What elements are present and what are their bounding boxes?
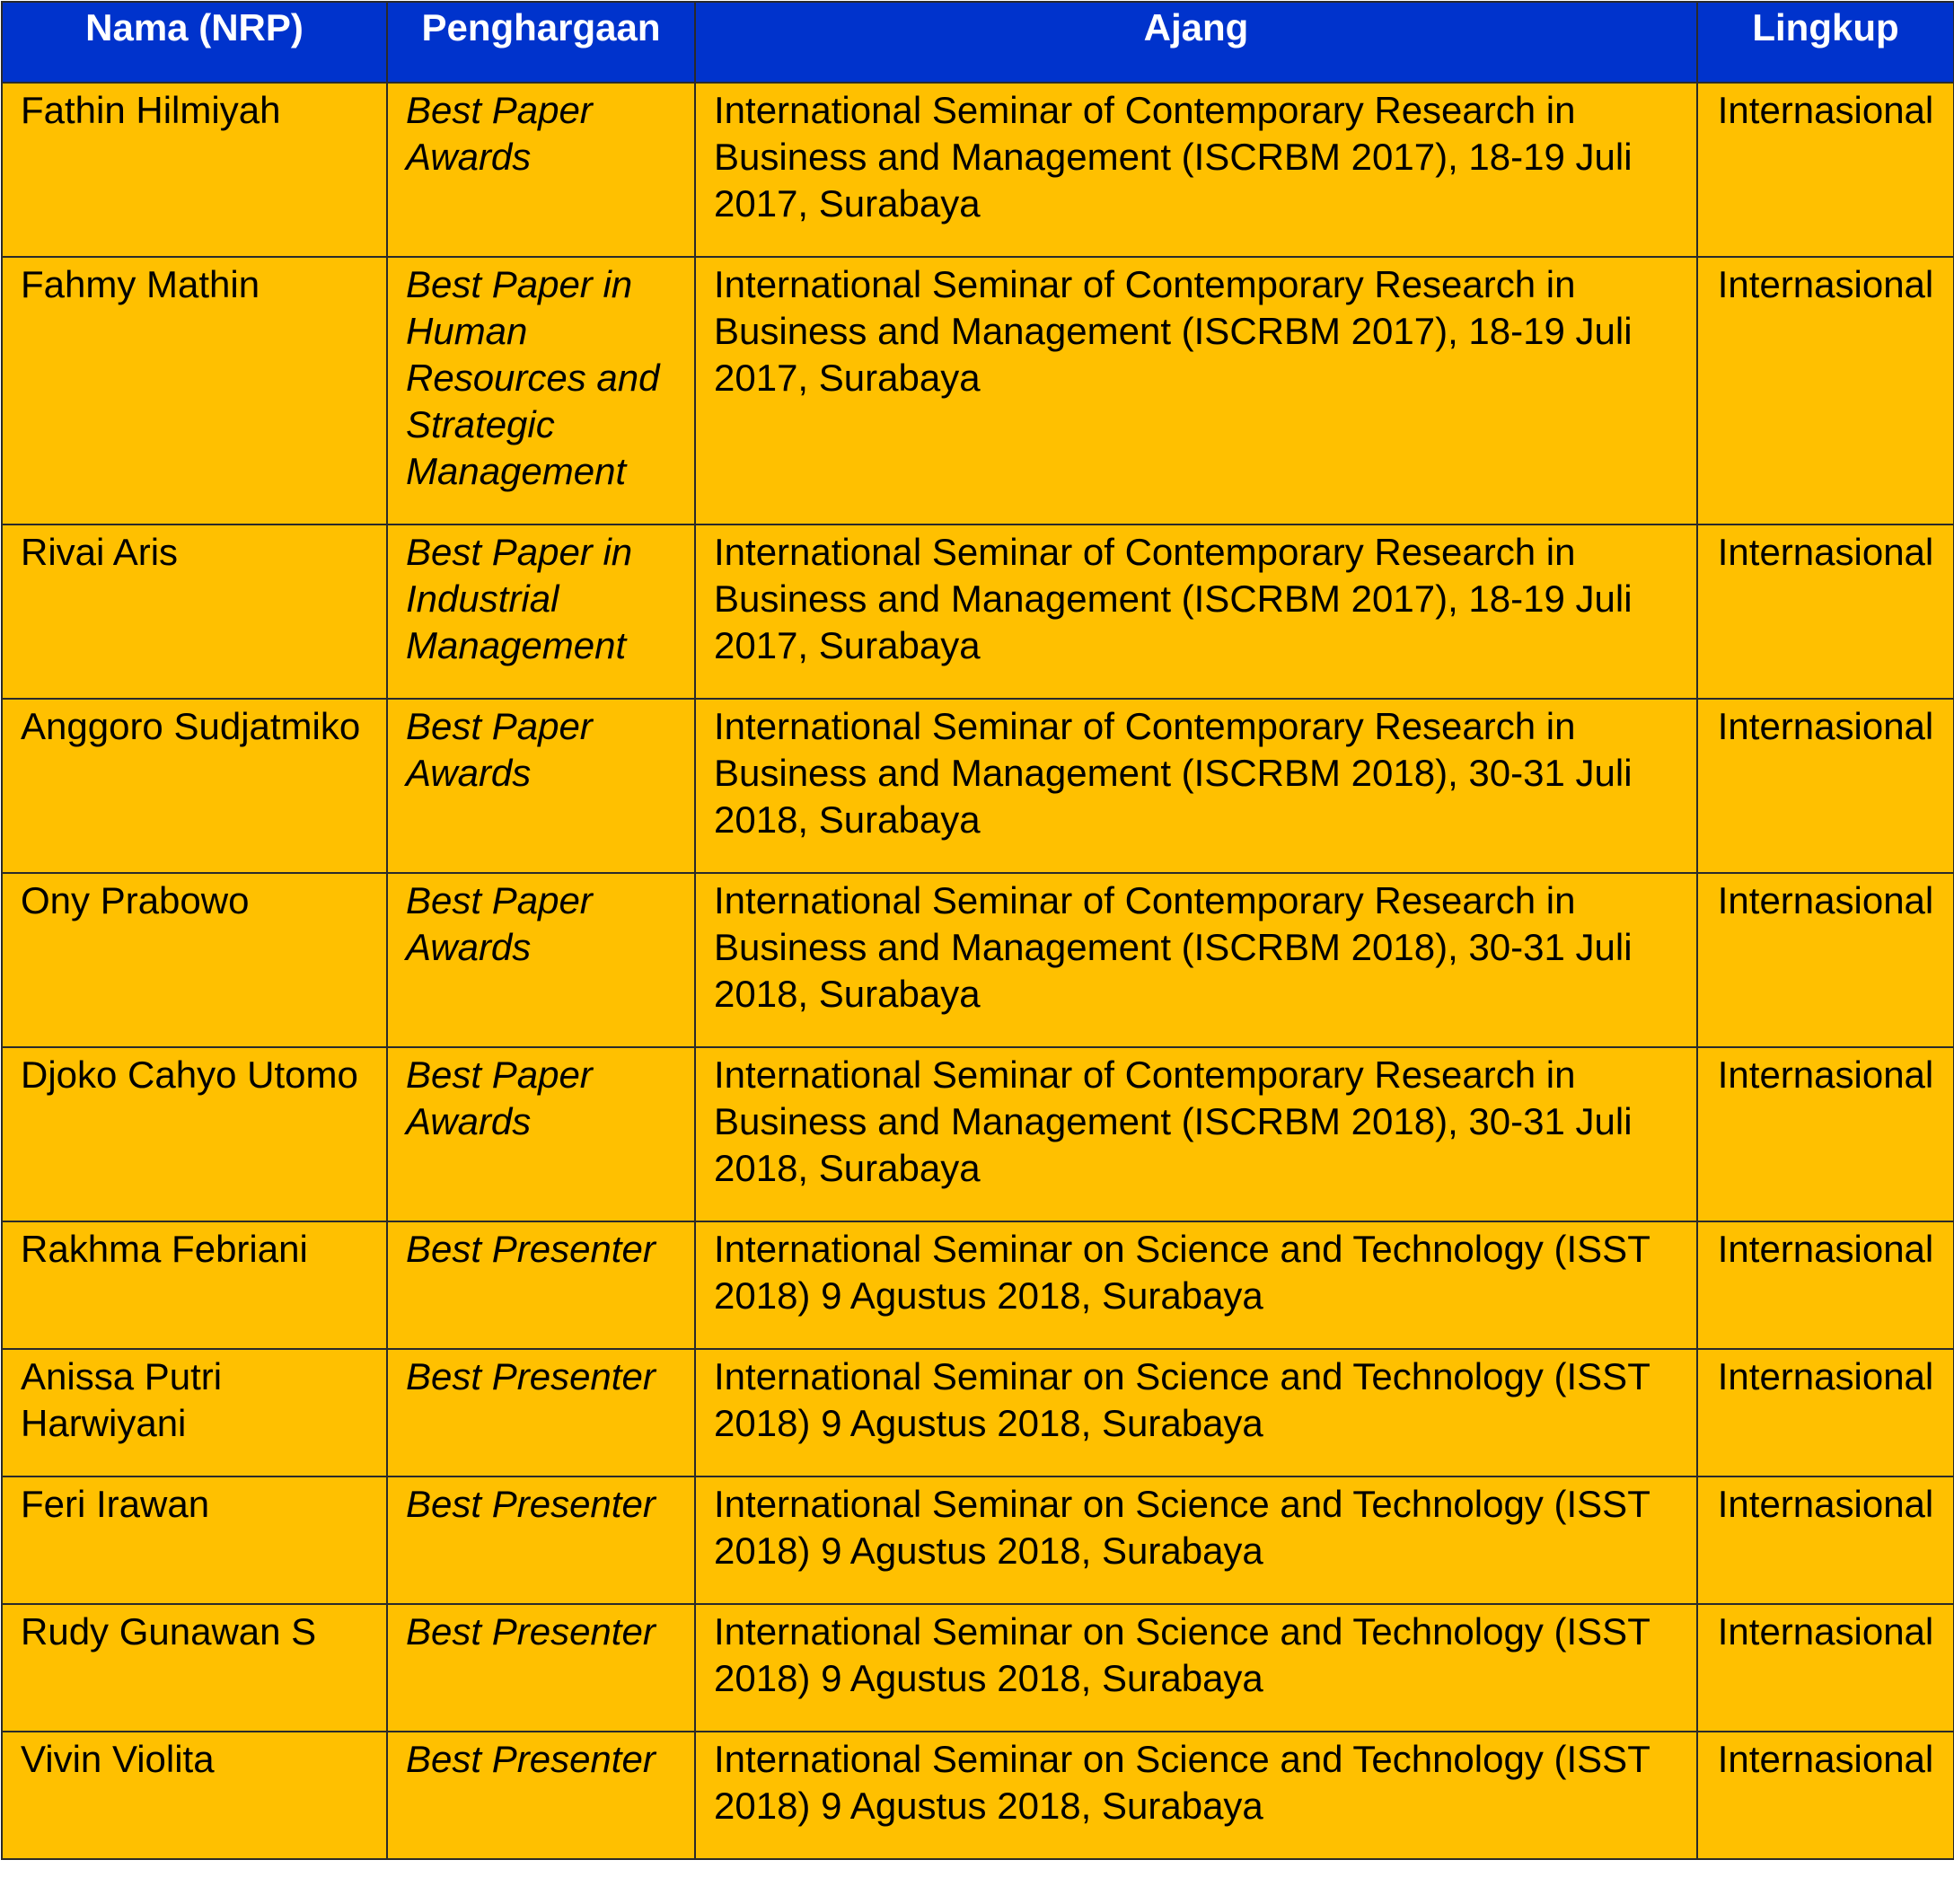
cell-name: Fathin Hilmiyah — [2, 83, 387, 257]
cell-award: Best Paper Awards — [387, 83, 695, 257]
table-row — [2, 524, 1954, 699]
cell-award: Best Paper Awards — [387, 1047, 695, 1221]
cell-award: Best Paper Awards — [387, 699, 695, 873]
table-row — [2, 1476, 1954, 1604]
column-header-event: Ajang — [695, 2, 1697, 83]
cell-scope: Internasional — [1697, 1604, 1954, 1732]
cell-scope: Internasional — [1697, 1732, 1954, 1859]
cell-name: Anissa Putri Harwiyani — [2, 1349, 387, 1476]
table-row — [2, 83, 1954, 257]
cell-name: Rivai Aris — [2, 524, 387, 699]
cell-award: Best Paper in Industrial Management — [387, 524, 695, 699]
cell-name: Vivin Violita — [2, 1732, 387, 1859]
cell-event: International Seminar of Contemporary Research in Business and Management (ISCRBM 2017), 18-19 Juli 2017, Surabaya — [695, 83, 1697, 257]
cell-award: Best Presenter — [387, 1476, 695, 1604]
cell-scope: Internasional — [1697, 699, 1954, 873]
table-row — [2, 699, 1954, 873]
table-row — [2, 1047, 1954, 1221]
header-row — [2, 2, 1954, 83]
cell-name: Fahmy Mathin — [2, 257, 387, 524]
cell-event: International Seminar on Science and Technology (ISST 2018) 9 Agustus 2018, Surabaya — [695, 1604, 1697, 1732]
cell-name: Feri Irawan — [2, 1476, 387, 1604]
cell-scope: Internasional — [1697, 1221, 1954, 1349]
cell-event: International Seminar of Contemporary Research in Business and Management (ISCRBM 2018), 30-31 Juli 2018, Surabaya — [695, 1047, 1697, 1221]
cell-event: International Seminar of Contemporary Research in Business and Management (ISCRBM 2017), 18-19 Juli 2017, Surabaya — [695, 257, 1697, 524]
cell-scope: Internasional — [1697, 524, 1954, 699]
cell-scope: Internasional — [1697, 1047, 1954, 1221]
cell-event: International Seminar on Science and Technology (ISST 2018) 9 Agustus 2018, Surabaya — [695, 1221, 1697, 1349]
cell-award: Best Presenter — [387, 1349, 695, 1476]
cell-scope: Internasional — [1697, 83, 1954, 257]
cell-event: International Seminar on Science and Technology (ISST 2018) 9 Agustus 2018, Surabaya — [695, 1476, 1697, 1604]
cell-name: Anggoro Sudjatmiko — [2, 699, 387, 873]
column-header-name: Nama (NRP) — [2, 2, 387, 83]
awards-table — [1, 1, 1954, 1860]
table-row — [2, 257, 1954, 524]
cell-scope: Internasional — [1697, 873, 1954, 1047]
cell-name: Ony Prabowo — [2, 873, 387, 1047]
table-row — [2, 1604, 1954, 1732]
table-row — [2, 1732, 1954, 1859]
cell-name: Rudy Gunawan S — [2, 1604, 387, 1732]
cell-event: International Seminar on Science and Technology (ISST 2018) 9 Agustus 2018, Surabaya — [695, 1732, 1697, 1859]
cell-name: Djoko Cahyo Utomo — [2, 1047, 387, 1221]
cell-event: International Seminar of Contemporary Research in Business and Management (ISCRBM 2018), 30-31 Juli 2018, Surabaya — [695, 873, 1697, 1047]
cell-award: Best Paper Awards — [387, 873, 695, 1047]
cell-scope: Internasional — [1697, 1349, 1954, 1476]
cell-scope: Internasional — [1697, 1476, 1954, 1604]
table-row — [2, 1221, 1954, 1349]
cell-event: International Seminar of Contemporary Research in Business and Management (ISCRBM 2018), 30-31 Juli 2018, Surabaya — [695, 699, 1697, 873]
cell-event: International Seminar on Science and Technology (ISST 2018) 9 Agustus 2018, Surabaya — [695, 1349, 1697, 1476]
table-row — [2, 873, 1954, 1047]
cell-scope: Internasional — [1697, 257, 1954, 524]
cell-award: Best Presenter — [387, 1604, 695, 1732]
column-header-scope: Lingkup — [1697, 2, 1954, 83]
table-row — [2, 1349, 1954, 1476]
cell-award: Best Presenter — [387, 1732, 695, 1859]
cell-name: Rakhma Febriani — [2, 1221, 387, 1349]
cell-award: Best Presenter — [387, 1221, 695, 1349]
cell-award: Best Paper in Human Resources and Strategic Management — [387, 257, 695, 524]
column-header-award: Penghargaan — [387, 2, 695, 83]
cell-event: International Seminar of Contemporary Research in Business and Management (ISCRBM 2017), 18-19 Juli 2017, Surabaya — [695, 524, 1697, 699]
